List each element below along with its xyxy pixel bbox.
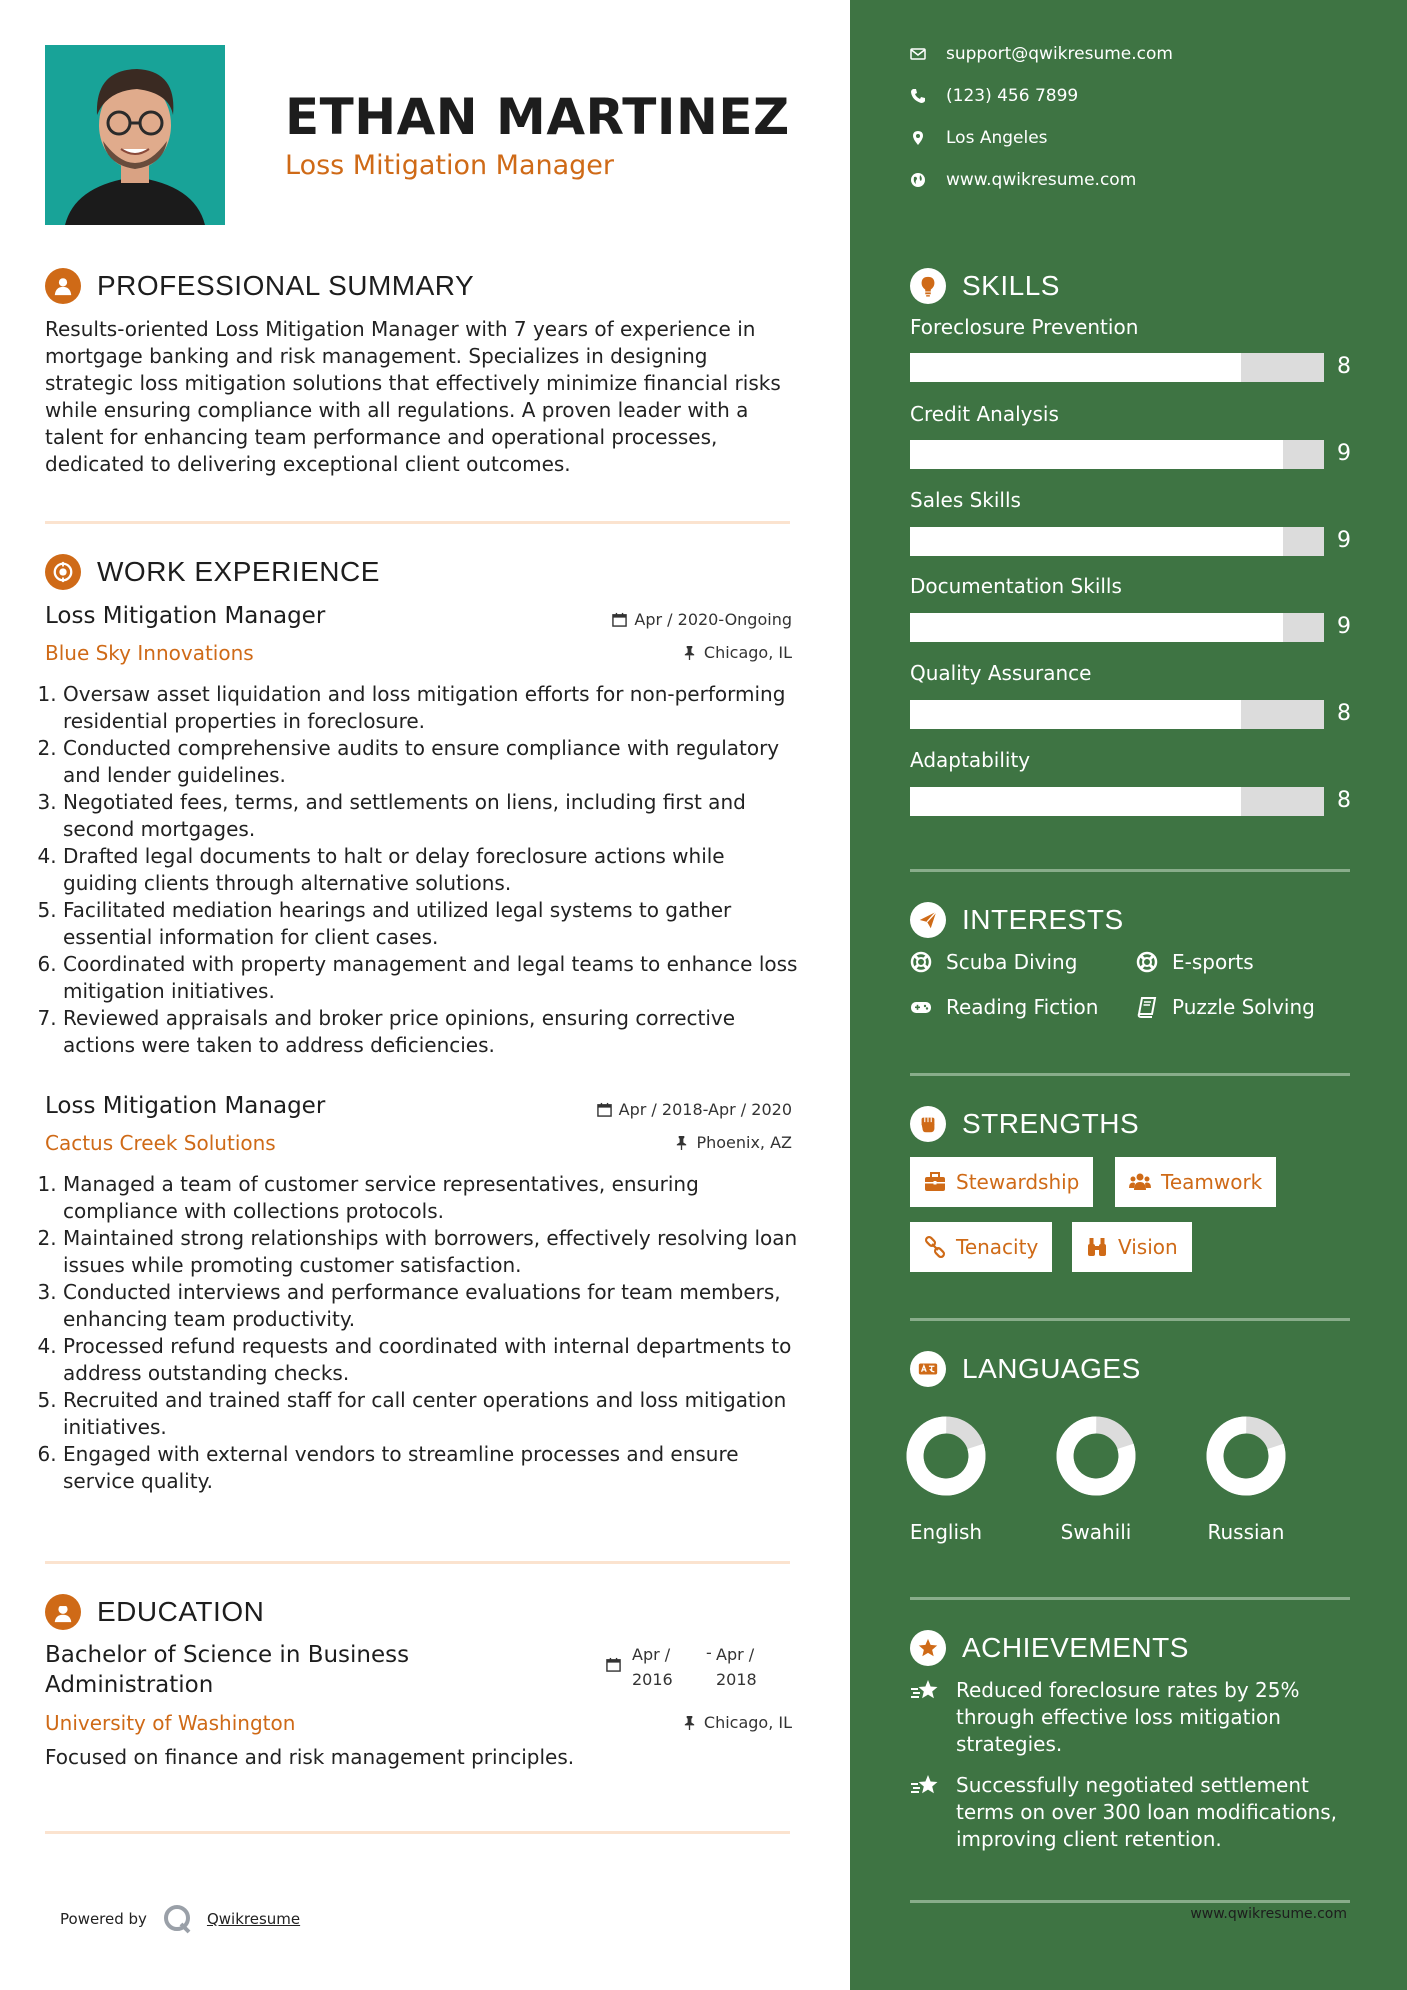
list-item: 7. Reviewed appraisals and broker price opinions, ensuring corrective actions were taken to address deficiencies. <box>63 1005 803 1059</box>
skills-heading <box>910 268 1060 304</box>
candidate-title: Loss Mitigation Manager <box>285 150 615 181</box>
skill-name: Sales Skills <box>910 488 1021 512</box>
list-item: 5. Recruited and trained staff for call center operations and loss mitigation initiatives. <box>63 1387 803 1441</box>
strength-tag: Teamwork <box>1115 1157 1276 1207</box>
skill-bar <box>910 613 1324 642</box>
skill-name: Quality Assurance <box>910 661 1092 685</box>
calendar-icon-wrap <box>606 1657 628 1672</box>
skill-bar <box>910 440 1324 469</box>
user-icon <box>45 268 81 304</box>
contact-website: www.qwikresume.com <box>910 170 1136 190</box>
list-item: 6. Coordinated with property management and legal teams to enhance loss mitigation initiatives. <box>63 951 803 1005</box>
edu-date-separator: - <box>706 1643 712 1662</box>
briefcase-icon <box>924 1171 946 1193</box>
skill-bar-fill <box>910 440 1283 469</box>
list-item: 3. Conducted interviews and performance evaluations for team members, enhancing team productivity. <box>63 1279 803 1333</box>
job-date: Apr / 2020-Ongoing <box>612 610 792 629</box>
phone-icon <box>910 88 926 104</box>
achievements-heading-text: ACHIEVEMENTS <box>962 1632 1189 1663</box>
star-icon <box>910 1677 940 1707</box>
sidebar <box>850 0 1407 1990</box>
strengths-heading-text: STRENGTHS <box>962 1108 1140 1139</box>
interests-heading <box>910 902 1124 938</box>
calendar-icon <box>606 1657 621 1672</box>
skill-level: 9 <box>1337 441 1351 466</box>
users-icon <box>1129 1171 1151 1193</box>
skill-level: 8 <box>1337 354 1351 379</box>
degree: Bachelor of Science in Business Administration <box>45 1642 410 1698</box>
list-item: 1. Oversaw asset liquidation and loss mitigation efforts for non-performing residential properties in foreclosure. <box>63 681 803 735</box>
skill-bar-fill <box>910 353 1241 382</box>
list-item: 4. Drafted legal documents to halt or delay foreclosure actions while guiding clients through alternative solutions. <box>63 843 803 897</box>
star-icon <box>910 1772 940 1802</box>
strength-tag: Vision <box>1072 1222 1192 1272</box>
calendar-icon <box>597 1102 612 1117</box>
powered-by: Powered by Qwikresume <box>60 1902 300 1936</box>
list-item: 6. Engaged with external vendors to streamline processes and ensure service quality. <box>63 1441 803 1495</box>
skill-name: Foreclosure Prevention <box>910 315 1139 339</box>
divider <box>910 1597 1350 1600</box>
job-location: Chicago, IL <box>682 643 792 662</box>
language-donut <box>1054 1414 1138 1498</box>
edu-start-date: Apr / 2016 <box>632 1645 673 1689</box>
interest-item: E-sports <box>1136 950 1254 974</box>
interest-item: Scuba Diving <box>910 950 1077 974</box>
achievement-item: Successfully negotiated settlement terms on over 300 loan modifications, improving client retention. <box>910 1772 1350 1853</box>
footer-url[interactable]: www.qwikresume.com <box>1190 1906 1347 1922</box>
school-name: University of Washington <box>45 1711 296 1735</box>
skill-level: 8 <box>1337 701 1351 726</box>
lifebuoy-icon <box>910 951 932 973</box>
summary-heading <box>45 268 474 304</box>
skill-name: Adaptability <box>910 748 1031 772</box>
strength-tag: Stewardship <box>910 1157 1093 1207</box>
skill-level: 9 <box>1337 614 1351 639</box>
book-icon <box>1136 996 1158 1018</box>
contact-location: Los Angeles <box>910 128 1048 148</box>
divider <box>45 1831 790 1834</box>
skill-bar <box>910 787 1324 816</box>
language-icon <box>910 1351 946 1387</box>
pin-icon <box>674 1135 689 1150</box>
achievement-item: Reduced foreclosure rates by 25% through effective loss mitigation strategies. <box>910 1677 1350 1758</box>
experience-heading <box>45 554 380 590</box>
pin-icon <box>682 1715 697 1730</box>
job-bullets <box>43 681 803 1059</box>
globe-icon <box>910 172 926 188</box>
divider <box>910 1318 1350 1321</box>
summary-heading-text: PROFESSIONAL SUMMARY <box>97 270 475 301</box>
language-item: English <box>896 1414 996 1544</box>
skill-level: 9 <box>1337 528 1351 553</box>
divider <box>45 521 790 524</box>
pin-icon <box>682 645 697 660</box>
divider <box>45 1561 790 1564</box>
languages-heading <box>910 1351 1141 1387</box>
skill-bar-fill <box>910 787 1241 816</box>
list-item: 2. Conducted comprehensive audits to ensure compliance with regulatory and lender guidelines. <box>63 735 803 789</box>
language-item: Swahili <box>1046 1414 1146 1544</box>
interest-item: Puzzle Solving <box>1136 995 1315 1019</box>
experience-heading-text: WORK EXPERIENCE <box>97 556 380 587</box>
language-donut <box>904 1414 988 1498</box>
contact-phone: (123) 456 7899 <box>910 86 1078 106</box>
lifebuoy-icon <box>1136 951 1158 973</box>
link-icon <box>924 1236 946 1258</box>
edu-location: Chicago, IL <box>682 1713 792 1732</box>
fist-icon <box>910 1106 946 1142</box>
skill-name: Documentation Skills <box>910 574 1122 598</box>
profile-photo <box>45 45 225 225</box>
list-item: 2. Maintained strong relationships with borrowers, effectively resolving loan issues while promoting customer satisfaction. <box>63 1225 803 1279</box>
strengths-heading <box>910 1106 1139 1142</box>
interests-heading-text: INTERESTS <box>962 904 1124 935</box>
skill-level: 8 <box>1337 788 1351 813</box>
company-name: Blue Sky Innovations <box>45 641 254 665</box>
languages-heading-text: LANGUAGES <box>962 1353 1141 1384</box>
skill-bar <box>910 527 1324 556</box>
gamepad-icon <box>910 996 932 1018</box>
job-title: Loss Mitigation Manager <box>45 603 326 629</box>
envelope-icon <box>910 46 926 62</box>
skill-name: Credit Analysis <box>910 402 1059 426</box>
company-name: Cactus Creek Solutions <box>45 1131 276 1155</box>
edu-end-date: Apr / 2018 <box>716 1645 757 1689</box>
skill-bar <box>910 353 1324 382</box>
lightbulb-icon <box>910 268 946 304</box>
skill-bar-fill <box>910 613 1283 642</box>
skill-bar <box>910 700 1324 729</box>
divider <box>910 869 1350 872</box>
list-item: 4. Processed refund requests and coordinated with internal departments to address outstanding checks. <box>63 1333 803 1387</box>
summary-text: Results-oriented Loss Mitigation Manager with 7 years of experience in mortgage banking and risk management. Specializes in designing strategic loss mitigation solutions that effectively minimize financial risks while ensuring compliance with all regulations. A proven leader with a talent for enhancing team performance and operational processes, dedicated to delivering exceptional client outcomes. <box>45 317 781 476</box>
skill-bar-fill <box>910 527 1283 556</box>
map-marker-icon <box>910 130 926 146</box>
skill-bar-fill <box>910 700 1241 729</box>
job-bullets <box>43 1171 803 1495</box>
edu-description: Focused on finance and risk management principles. <box>45 1745 575 1769</box>
achievements-heading <box>910 1630 1189 1666</box>
skills-heading-text: SKILLS <box>962 270 1060 301</box>
strength-tag: Tenacity <box>910 1222 1052 1272</box>
contact-email: support@qwikresume.com <box>910 44 1173 64</box>
paper-plane-icon <box>910 902 946 938</box>
list-item: 1. Managed a team of customer service representatives, ensuring compliance with collections protocols. <box>63 1171 803 1225</box>
divider <box>910 1900 1350 1903</box>
graduate-icon <box>45 1594 81 1630</box>
calendar-icon <box>612 612 627 627</box>
job-location: Phoenix, AZ <box>674 1133 792 1152</box>
language-item: Russian <box>1196 1414 1296 1544</box>
education-heading-text: EDUCATION <box>97 1596 265 1627</box>
list-item: 5. Facilitated mediation hearings and utilized legal systems to gather essential information for client cases. <box>63 897 803 951</box>
job-date: Apr / 2018-Apr / 2020 <box>597 1100 792 1119</box>
qwikresume-link[interactable]: Qwikresume <box>206 1910 301 1928</box>
education-heading <box>45 1594 264 1630</box>
candidate-name: ETHAN MARTINEZ <box>285 88 790 146</box>
qwikresume-logo-icon <box>161 1902 195 1936</box>
divider <box>910 1073 1350 1076</box>
interest-item: Reading Fiction <box>910 995 1098 1019</box>
briefcase-icon <box>45 554 81 590</box>
language-donut <box>1204 1414 1288 1498</box>
job-title: Loss Mitigation Manager <box>45 1093 326 1119</box>
list-item: 3. Negotiated fees, terms, and settlements on liens, including first and second mortgages. <box>63 789 803 843</box>
star-badge-icon <box>910 1630 946 1666</box>
binoculars-icon <box>1086 1236 1108 1258</box>
